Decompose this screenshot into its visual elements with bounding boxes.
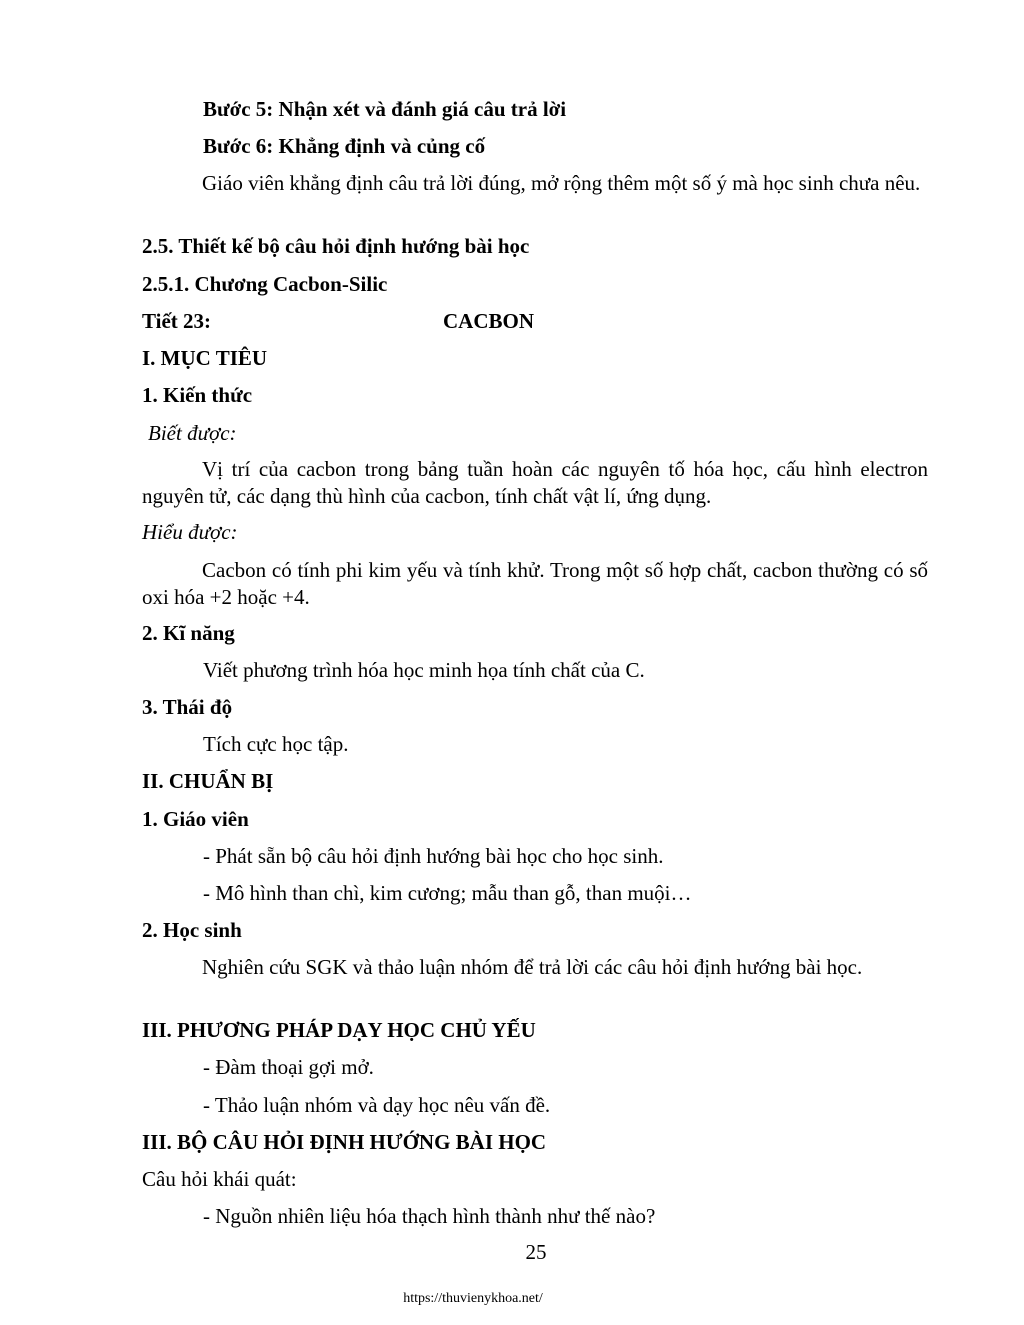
skills-heading: 2. Kĩ năng (142, 621, 235, 645)
objectives-heading: I. MỤC TIÊU (142, 346, 268, 370)
teacher-confirm-paragraph: Giáo viên khẳng định câu trả lời đúng, mở rộng thêm một số ý mà học sinh chưa nêu. (202, 171, 921, 195)
general-question-item-1: - Nguồn nhiên liệu hóa thạch hình thành như thế nào? (203, 1204, 656, 1228)
lesson-title: CACBON (443, 309, 535, 333)
general-question-label: Câu hỏi khái quát: (142, 1167, 297, 1191)
question-set-heading: III. BỘ CÂU HỎI ĐỊNH HƯỚNG BÀI HỌC (142, 1130, 547, 1154)
preparation-heading: II. CHUẨN BỊ (142, 769, 274, 793)
student-heading: 2. Học sinh (142, 918, 242, 942)
student-paragraph: Nghiên cứu SGK và thảo luận nhóm để trả lời các câu hỏi định hướng bài học. (202, 955, 863, 979)
attitude-text: Tích cực học tập. (203, 732, 349, 756)
methods-item-1: - Đàm thoại gợi mở. (203, 1055, 374, 1079)
step-6-heading: Bước 6: Khẳng định và củng cố (203, 134, 486, 158)
understand-label: Hiểu được: (142, 520, 238, 544)
footer-url: https://thuvienykhoa.net/ (403, 1291, 543, 1306)
skills-text: Viết phương trình hóa học minh họa tính chất của C. (203, 658, 645, 682)
knowledge-heading: 1. Kiến thức (142, 383, 253, 407)
know-label: Biết được: (148, 421, 237, 445)
methods-item-2: - Thảo luận nhóm và dạy học nêu vấn đề. (203, 1093, 551, 1117)
step-5-heading: Bước 5: Nhận xét và đánh giá câu trả lời (203, 97, 567, 121)
teacher-item-1: - Phát sẵn bộ câu hỏi định hướng bài học cho học sinh. (203, 844, 664, 868)
section-2-5-heading: 2.5. Thiết kế bộ câu hỏi định hướng bài học (142, 234, 530, 258)
attitude-heading: 3. Thái độ (142, 695, 233, 719)
section-2-5-1-heading: 2.5.1. Chương Cacbon-Silic (142, 272, 388, 296)
lesson-label: Tiết 23: (142, 309, 212, 333)
page-number: 25 (525, 1240, 547, 1264)
know-paragraph: Vị trí của cacbon trong bảng tuần hoàn các nguyên tố hóa học, cấu hình electron nguyên tử, các dạng thù hình của cacbon, tính chất vật lí, ứng dụng. (142, 457, 928, 508)
methods-heading: III. PHƯƠNG PHÁP DẠY HỌC CHỦ YẾU (142, 1018, 536, 1042)
understand-paragraph: Cacbon có tính phi kim yếu và tính khử. Trong một số hợp chất, cacbon thường có số oxi hóa +2 hoặc +4. (142, 558, 928, 609)
teacher-item-2: - Mô hình than chì, kim cương; mẫu than gỗ, than muội… (203, 881, 692, 905)
teacher-heading: 1. Giáo viên (142, 807, 249, 831)
